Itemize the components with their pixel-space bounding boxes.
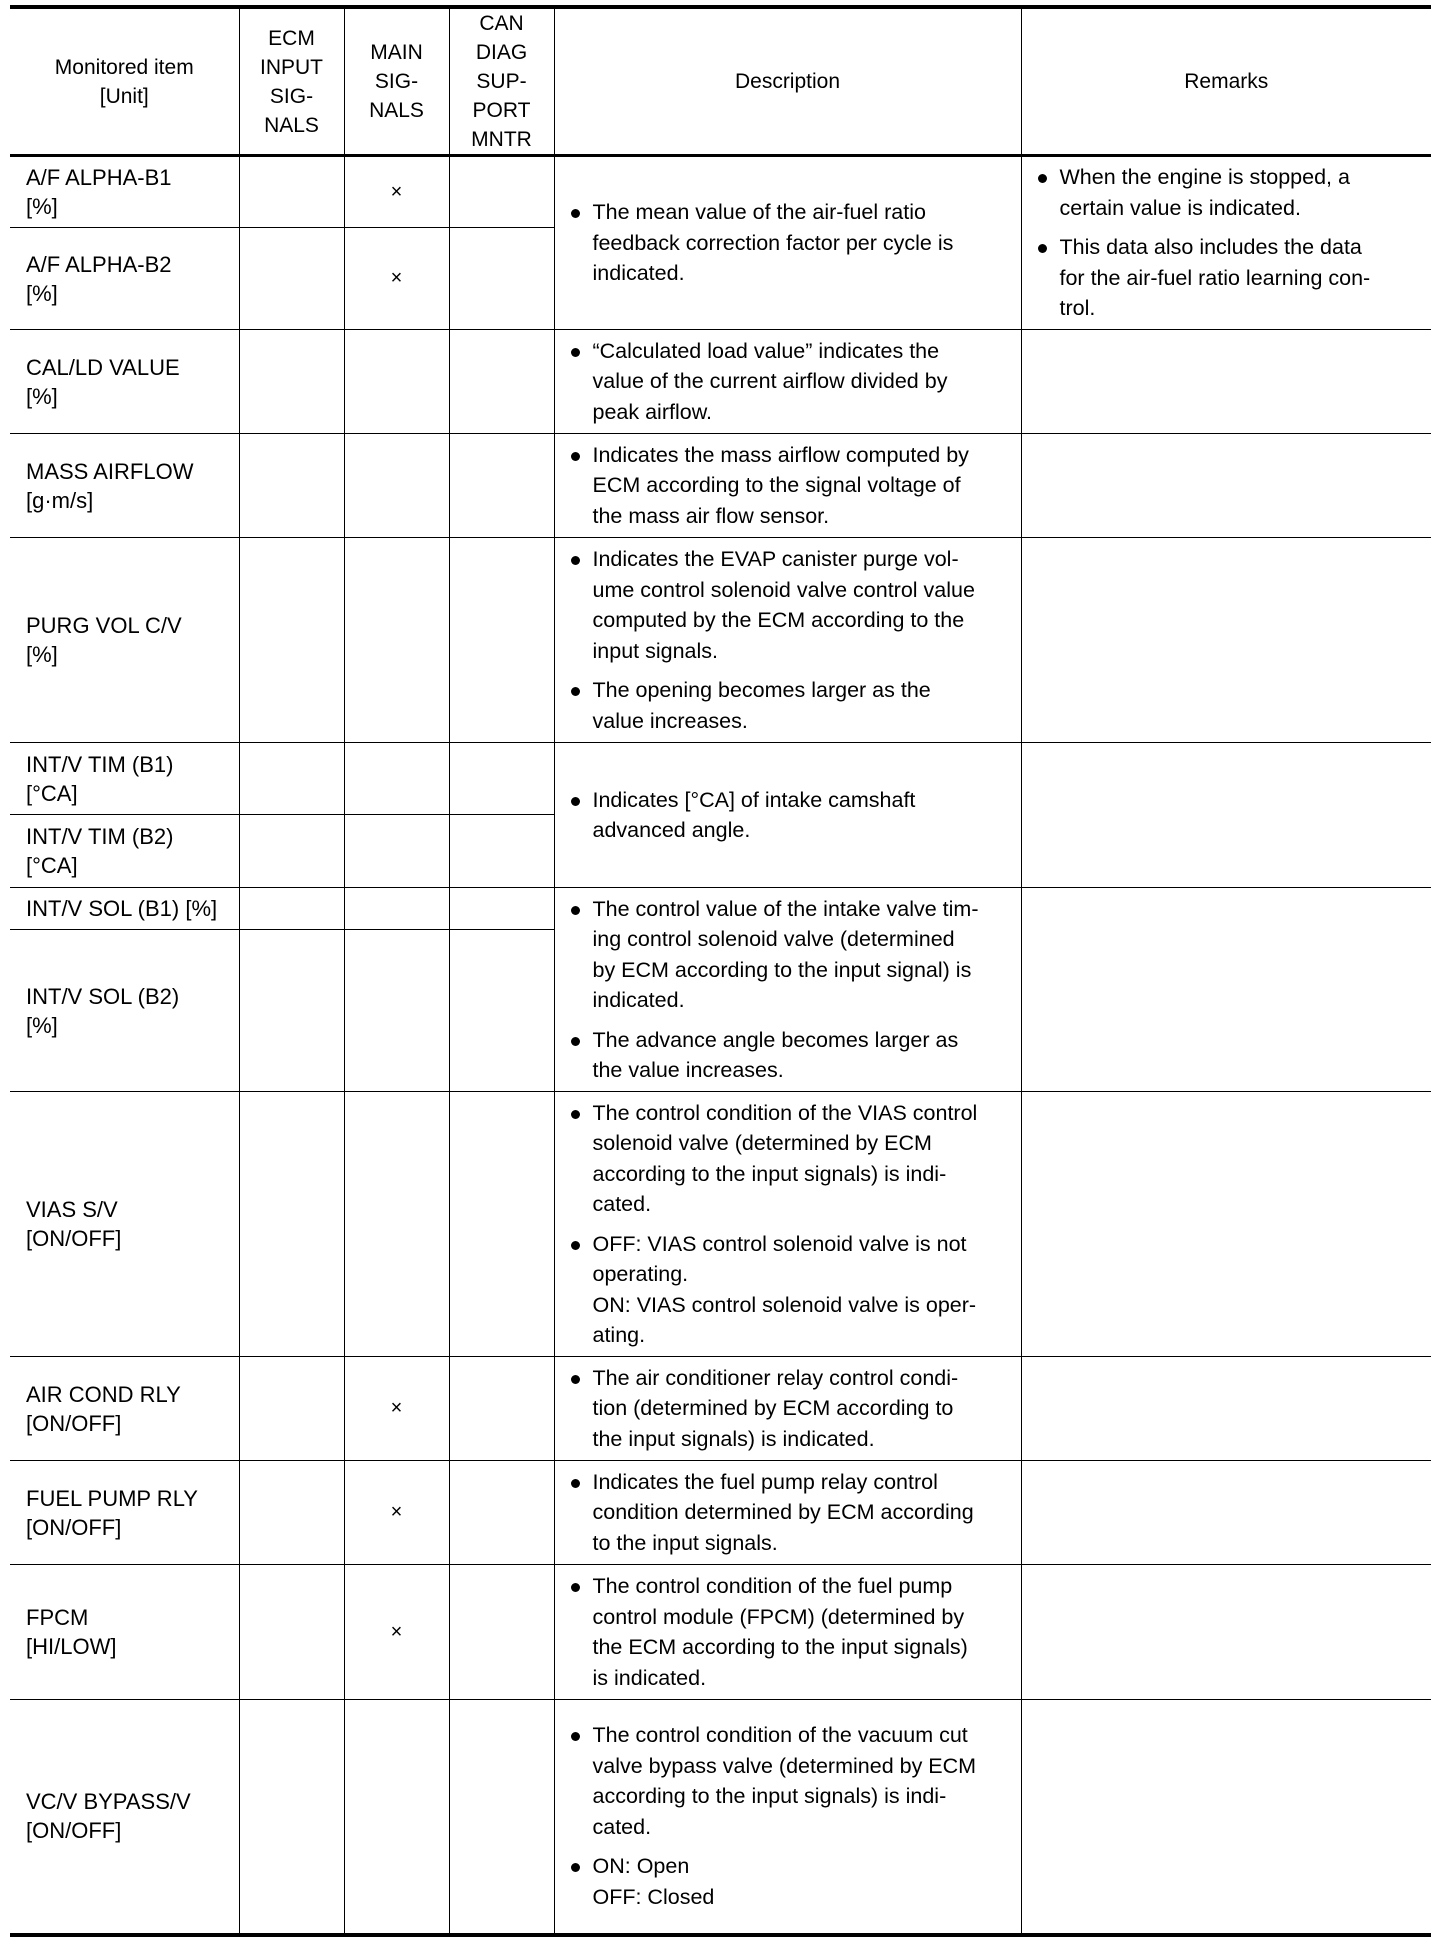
bullet-item: ON: Open OFF: Closed — [569, 1851, 1013, 1912]
table-row — [10, 434, 1431, 538]
bullet-item: The control condition of the vacuum cut valve bypass valve (determined by ECM according to the input signals) is indi- cated. — [569, 1720, 1013, 1842]
bullet-item: Indicates the mass airflow computed by ECM according to the signal voltage of the mass air flow sensor. — [569, 440, 1013, 532]
bullet-item: The opening becomes larger as the value increases. — [569, 675, 1013, 736]
table-row — [10, 1565, 1431, 1700]
ecm-input-cell — [239, 743, 344, 815]
bullet-item: When the engine is stopped, a certain value is indicated. — [1036, 162, 1424, 223]
remarks-cell — [1021, 1092, 1431, 1357]
can-diag-cell — [449, 228, 554, 330]
description-cell — [554, 743, 1021, 888]
monitored-item: CAL/LD VALUE [%] — [10, 330, 239, 434]
table-row — [10, 1092, 1431, 1357]
header-main-signals: MAIN SIG- NALS — [344, 7, 449, 156]
can-diag-cell — [449, 815, 554, 888]
monitored-item: VC/V BYPASS/V [ON/OFF] — [10, 1700, 239, 1935]
main-signal-cell — [344, 815, 449, 888]
main-signal-cell — [344, 930, 449, 1092]
monitored-item: INT/V SOL (B1) [%] — [10, 888, 239, 930]
header-ecm-input-signals: ECM INPUT SIG- NALS — [239, 7, 344, 156]
can-diag-cell — [449, 1461, 554, 1565]
table-row — [10, 1461, 1431, 1565]
description-cell — [554, 1357, 1021, 1461]
ecm-input-cell — [239, 1461, 344, 1565]
main-signal-mark: × — [344, 156, 449, 228]
main-signal-cell — [344, 538, 449, 743]
remarks-cell — [1021, 156, 1431, 330]
monitored-item: PURG VOL C/V [%] — [10, 538, 239, 743]
remarks-cell — [1021, 1357, 1431, 1461]
bullet-item: OFF: VIAS control solenoid valve is not operating. ON: VIAS control solenoid valve is oper- ating. — [569, 1229, 1013, 1351]
monitored-item: A/F ALPHA-B2 [%] — [10, 228, 239, 330]
ecm-input-cell — [239, 930, 344, 1092]
remarks-cell — [1021, 743, 1431, 888]
remarks-cell — [1021, 434, 1431, 538]
can-diag-cell — [449, 156, 554, 228]
ecm-input-cell — [239, 815, 344, 888]
description-cell — [554, 1092, 1021, 1357]
can-diag-cell — [449, 1565, 554, 1700]
monitored-item: MASS AIRFLOW [g·m/s] — [10, 434, 239, 538]
main-signal-cell — [344, 743, 449, 815]
header-remarks: Remarks — [1021, 7, 1431, 156]
bullet-item: The control condition of the VIAS control solenoid valve (determined by ECM according to the input signals) is indi- cated. — [569, 1098, 1013, 1220]
ecm-input-cell — [239, 1357, 344, 1461]
bullet-item: Indicates [°CA] of intake camshaft advanced angle. — [569, 785, 1013, 846]
bullet-item: Indicates the EVAP canister purge vol- ume control solenoid valve control value computed by the ECM according to the input signals. — [569, 544, 1013, 666]
ecm-input-cell — [239, 228, 344, 330]
monitored-item: INT/V SOL (B2) [%] — [10, 930, 239, 1092]
table-row — [10, 1700, 1431, 1935]
monitored-item: VIAS S/V [ON/OFF] — [10, 1092, 239, 1357]
can-diag-cell — [449, 1357, 554, 1461]
description-cell — [554, 1700, 1021, 1935]
description-cell — [554, 1461, 1021, 1565]
main-signal-cell — [344, 330, 449, 434]
bullet-item: The air conditioner relay control condi- tion (determined by ECM according to the input signals) is indicated. — [569, 1363, 1013, 1455]
ecm-input-cell — [239, 538, 344, 743]
remarks-cell — [1021, 1461, 1431, 1565]
can-diag-cell — [449, 930, 554, 1092]
main-signal-cell — [344, 1700, 449, 1935]
header-row — [10, 7, 1431, 156]
main-signal-cell — [344, 888, 449, 930]
monitored-item: FPCM [HI/LOW] — [10, 1565, 239, 1700]
monitored-item: INT/V TIM (B2) [°CA] — [10, 815, 239, 888]
bullet-item: The control condition of the fuel pump control module (FPCM) (determined by the ECM according to the input signals) is indicated. — [569, 1571, 1013, 1693]
remarks-cell — [1021, 538, 1431, 743]
can-diag-cell — [449, 330, 554, 434]
ecm-input-cell — [239, 434, 344, 538]
monitored-item: A/F ALPHA-B1 [%] — [10, 156, 239, 228]
can-diag-cell — [449, 1092, 554, 1357]
description-cell — [554, 434, 1021, 538]
header-description: Description — [554, 7, 1021, 156]
description-cell — [554, 1565, 1021, 1700]
remarks-cell — [1021, 1700, 1431, 1935]
data-monitor-table — [10, 5, 1431, 1937]
ecm-input-cell — [239, 330, 344, 434]
table-row — [10, 156, 1431, 228]
header-can-diag-support-mntr: CAN DIAG SUP- PORT MNTR — [449, 7, 554, 156]
monitored-item: FUEL PUMP RLY [ON/OFF] — [10, 1461, 239, 1565]
ecm-input-cell — [239, 1565, 344, 1700]
main-signal-mark: × — [344, 228, 449, 330]
can-diag-cell — [449, 434, 554, 538]
table-row — [10, 538, 1431, 743]
bullet-item: This data also includes the data for the air-fuel ratio learning con- trol. — [1036, 232, 1424, 324]
remarks-cell — [1021, 330, 1431, 434]
remarks-cell — [1021, 1565, 1431, 1700]
bullet-item: The advance angle becomes larger as the value increases. — [569, 1025, 1013, 1086]
table-row — [10, 743, 1431, 815]
ecm-input-cell — [239, 888, 344, 930]
table-row — [10, 330, 1431, 434]
bullet-item: The mean value of the air-fuel ratio feedback correction factor per cycle is indicated. — [569, 197, 1013, 289]
main-signal-mark: × — [344, 1565, 449, 1700]
bullet-item: Indicates the fuel pump relay control condition determined by ECM according to the input signals. — [569, 1467, 1013, 1559]
table-row — [10, 888, 1431, 930]
remarks-cell — [1021, 888, 1431, 1092]
can-diag-cell — [449, 743, 554, 815]
can-diag-cell — [449, 888, 554, 930]
monitored-item: INT/V TIM (B1) [°CA] — [10, 743, 239, 815]
main-signal-mark: × — [344, 1461, 449, 1565]
ecm-input-cell — [239, 1092, 344, 1357]
description-cell — [554, 538, 1021, 743]
description-cell — [554, 156, 1021, 330]
header-monitored-item: Monitored item [Unit] — [10, 7, 239, 156]
bullet-item: “Calculated load value” indicates the value of the current airflow divided by peak airflow. — [569, 336, 1013, 428]
description-cell — [554, 888, 1021, 1092]
can-diag-cell — [449, 538, 554, 743]
bullet-item: The control value of the intake valve tim- ing control solenoid valve (determined by ECM according to the input signal) is indicated. — [569, 894, 1013, 1016]
main-signal-cell — [344, 434, 449, 538]
can-diag-cell — [449, 1700, 554, 1935]
description-cell — [554, 330, 1021, 434]
ecm-input-cell — [239, 156, 344, 228]
table-row — [10, 1357, 1431, 1461]
ecm-input-cell — [239, 1700, 344, 1935]
main-signal-mark: × — [344, 1357, 449, 1461]
monitored-item: AIR COND RLY [ON/OFF] — [10, 1357, 239, 1461]
main-signal-cell — [344, 1092, 449, 1357]
